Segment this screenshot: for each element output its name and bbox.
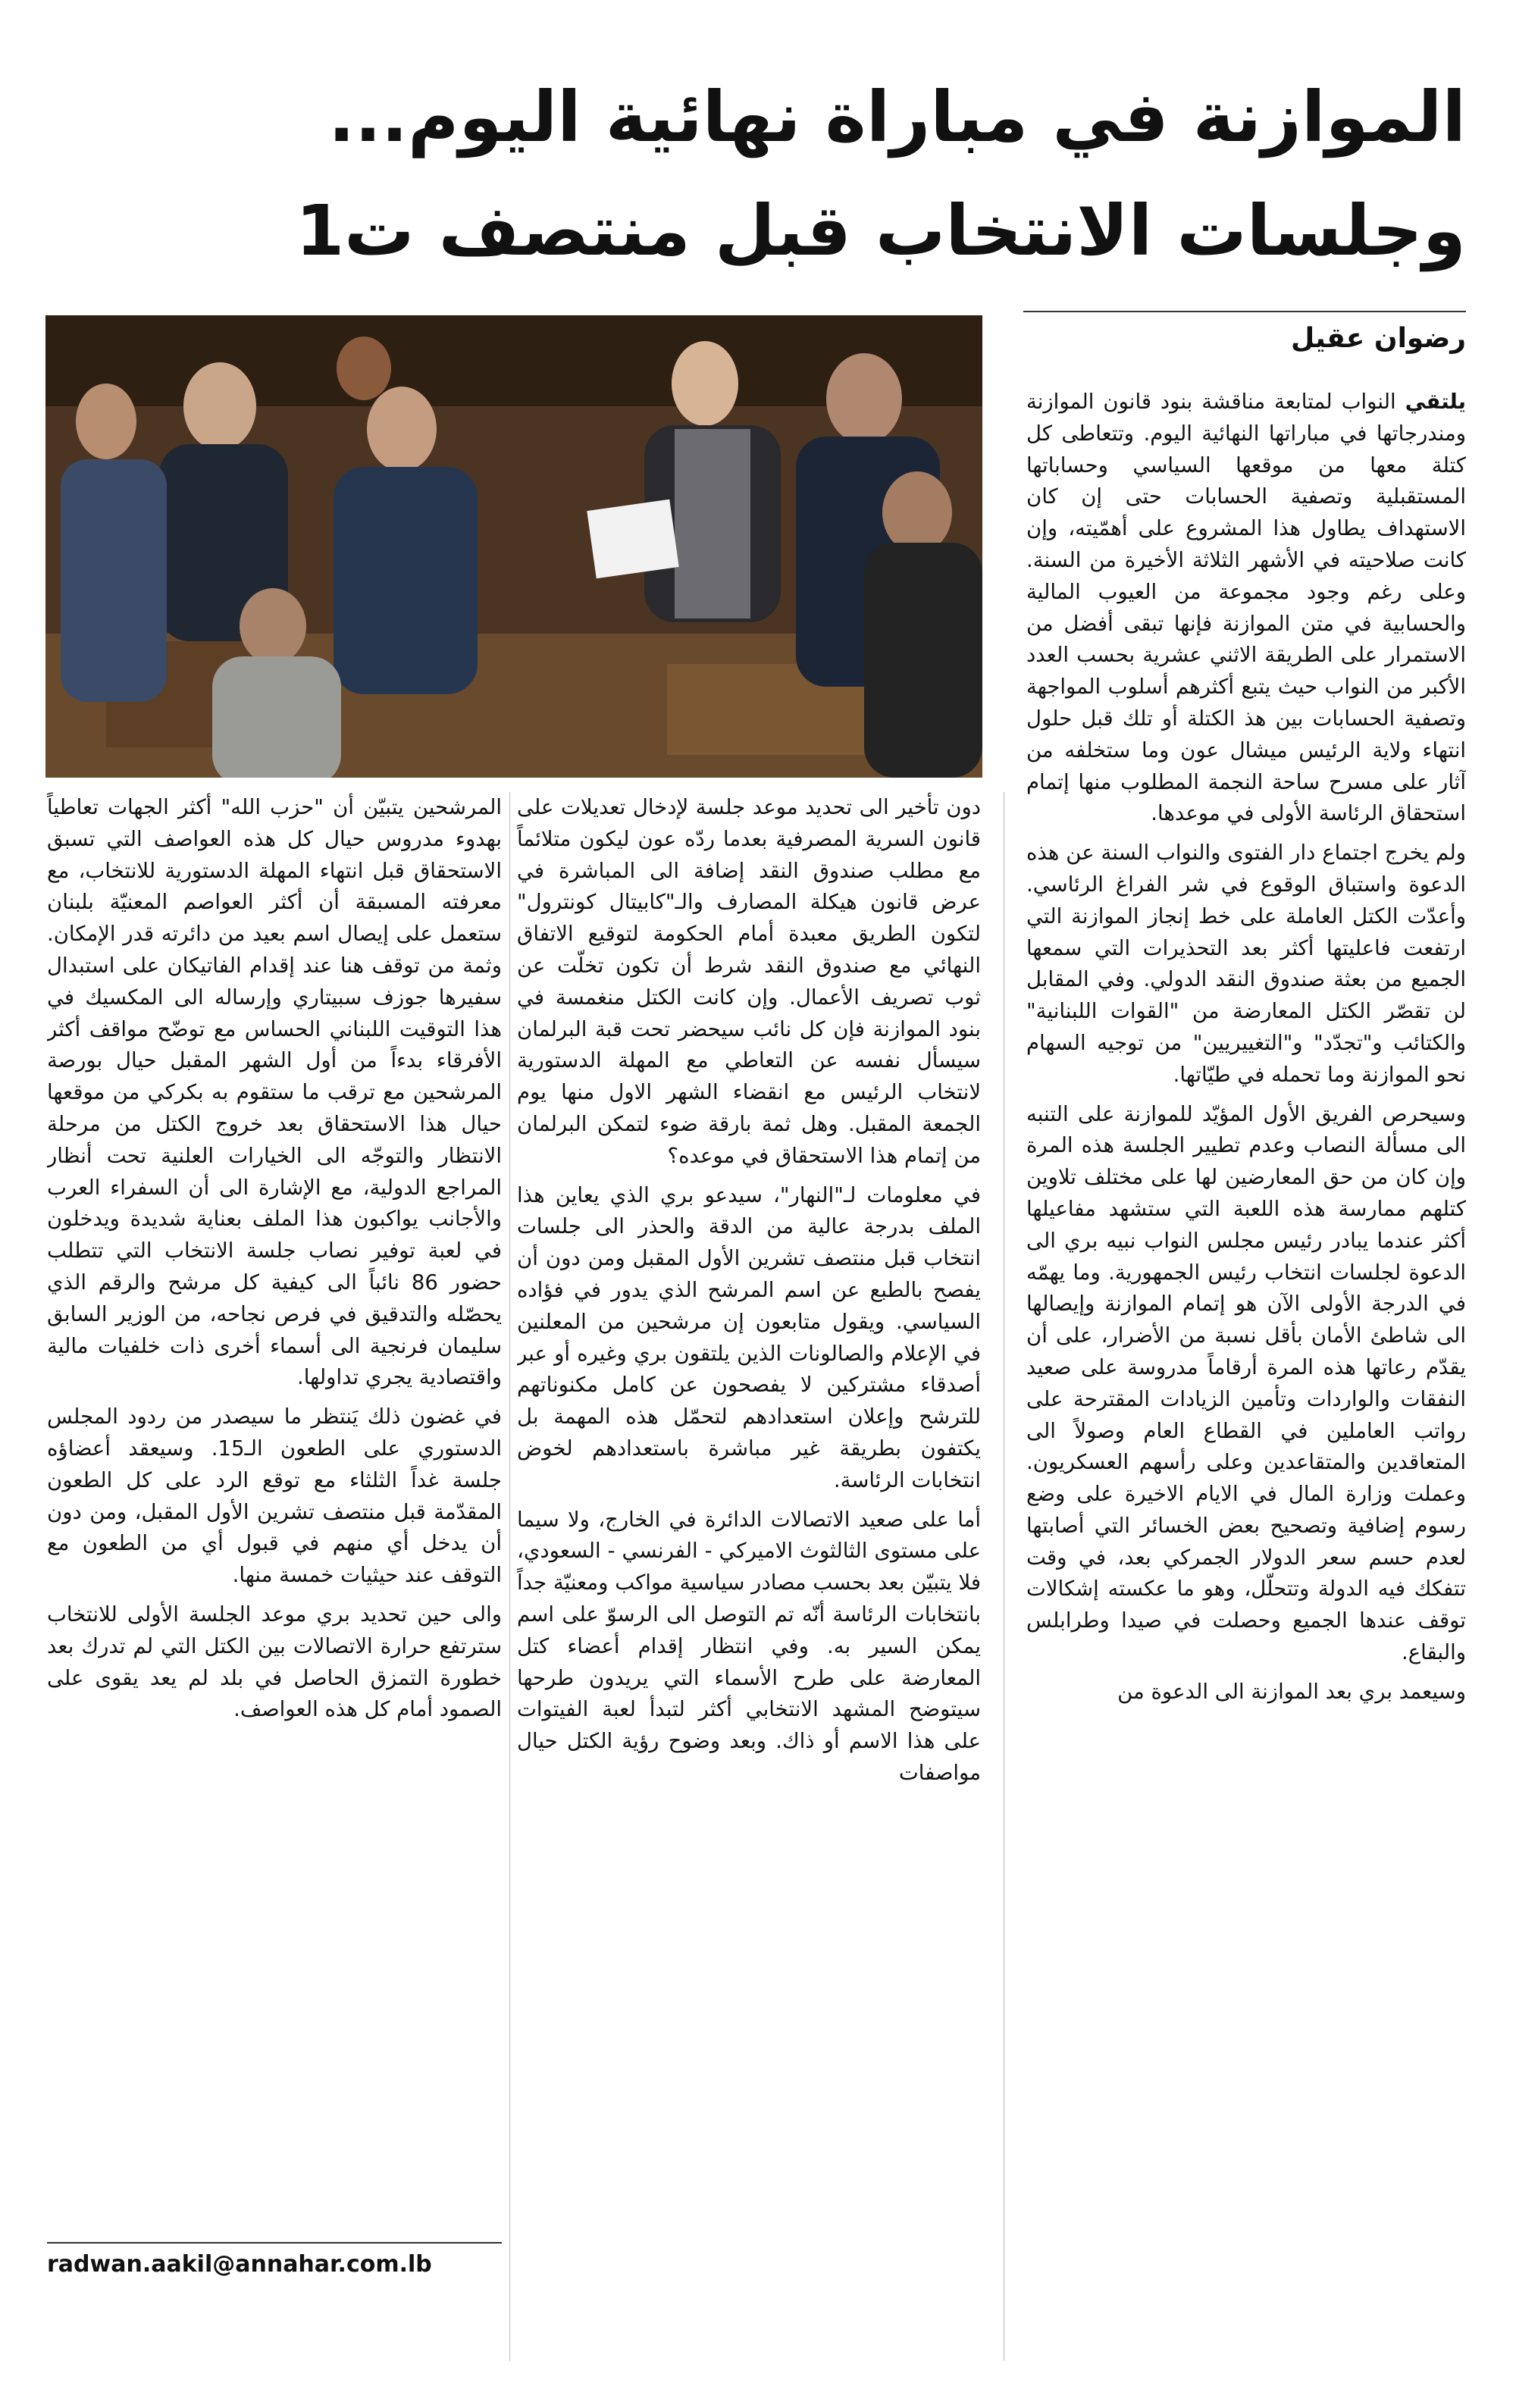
headline-line-1: الموازنة في مباراة نهائية اليوم... bbox=[328, 77, 1466, 158]
author-email: radwan.aakil@annahar.com.lb bbox=[47, 2251, 432, 2278]
paragraph: في غضون ذلك يَنتظر ما سيصدر من ردود المجلس الدستوري على الطعون الـ15. وسيعقد أعضاؤه جلسة غداً الثلثاء مع توقع الرد على كل الطعون المقدّمة قبل منتصف تشرين الأول المقبل، ومن دون أن يدخل أي منهم في قبول أي من الطعون مع التوقف عند حيثيات خمسة منها. bbox=[47, 1404, 502, 1588]
article-column-2 bbox=[517, 792, 981, 2361]
parliament-photo bbox=[45, 315, 982, 778]
paragraph: وسيحرص الفريق الأول المؤيّد للموازنة على التنبه الى مسألة النصاب وعدم تطيير الجلسة هذه المرة وإن كان من حق المعارضين لها على مختلف تلاوين كتلهم ممارسة هذه اللعبة التي ستشهد مفاعيلها أكثر عندما يبادر رئيس مجلس النواب نبيه بري الى الدعوة لجلسات انتخاب رئيس الجمهورية. وما يهمّه في الدرجة الأولى الآن هو إتمام الموازنة وإيصالها الى شاطئ الأمان بأقل نسبة من الأضرار، على أن يقدّم رعاتها هذه المرة أرقاماً مدروسة على صعيد النفقات والواردات وتأمين الزيادات المقترحة على رواتب العاملين في القطاع العام وصولاً الى المتعاقدين والمتقاعدين وعلى رأسهم العسكريون. وعملت وزارة المال في الايام الاخيرة على وضع رسوم إضافية وتصحيح بعض الخسائر التي أصابتها لعدم حسم سعر الدولار الجمركي بعد، في وقت تتفكك فيه الدولة وتتحلّل، وهو ما عكسته إشكالات توقف عندها الجميع وحصلت في صيدا وطرابلس والبقاع. bbox=[1026, 1101, 1466, 1665]
paragraph: أما على صعيد الاتصالات الدائرة في الخارج، ولا سيما على مستوى الثالثوث الاميركي - الفرنسي - السعودي، فلا يتبيّن بعد بحسب مصادر سياسية مواكب ومعنيّة جداً بانتخابات الرئاسة أنّه تم التوصل الى الرسوّ على اسم يمكن السير به. وفي انتظار إقدام أعضاء كتل المعارضة على طرح الأسماء التي يريدون طرحها سيتوضح المشهد الانتخابي أكثر لتبدأ لعبة الفيتوات على هذا الاسم أو ذاك. وبعد وضوح رؤية الكتل حيال مواصفات bbox=[517, 1507, 981, 1785]
paragraph: في معلومات لـ"النهار"، سيدعو بري الذي يعاين هذا الملف بدرجة عالية من الدقة والحذر الى جلسات انتخاب قبل منتصف تشرين الأول المقبل ومن دون أن يفصح بالطبع عن اسم المرشح الذي يدور في فؤاده السياسي. ويقول متابعون إن مرشحين من المعلنين في الإعلام والصالونات الذين يلتقون بري وغيره أو عبر أصدقاء مشتركين لا يفصحون عن كامل مكنوناتهم للترشح وإعلان استعدادهم لتحمّل هذه المهمة بل يكتفون بطريقة غير مباشرة باستعدادهم لخوض انتخابات الرئاسة. bbox=[517, 1182, 981, 1492]
paragraph: والى حين تحديد بري موعد الجلسة الأولى للانتخاب سترتفع حرارة الاتصالات بين الكتل التي لم تدرك بعد خطورة التمزق الحاصل في بلد لم يعد يقوى على الصمود أمام كل هذه العواصف. bbox=[47, 1602, 502, 1722]
paragraph: المرشحين يتبيّن أن "حزب الله" أكثر الجهات تعاطياً بهدوء مدروس حيال كل هذه العواصف التي تسبق الاستحقاق قبل انتهاء المهلة الدستورية للانتخاب، مع معرفته المسبقة أن أكثر العواصم المعنيّة بلبنان ستعمل على إيصال اسم بعيد من دائرته قدر الإمكان. وثمة من توقف هنا عند إقدام الفاتيكان على استبدال سفيرها جوزف سبيتاري وإرساله الى المكسيك في هذا التوقيت اللبناني الحساس مع توضّح مواقف أكثر الأفرقاء بدءاً من أول الشهر المقبل حيال بورصة المرشحين مع ترقب ما ستقوم به بكركي من موقعها حيال هذا الاستحقاق بعد خروج الكتل من مرحلة الانتظار والتوجّه الى الخيارات العلنية تحت أنظار المراجع الدولية، مع الإشارة الى أن السفراء العرب والأجانب يواكبون هذا الملف بعناية شديدة ويدخلون في لعبة توفير نصاب جلسة الانتخاب التي تتطلب حضور 86 نائباً الى كيفية كل مرشح والرقم الذي يحصّله والتدقيق في فرص نجاحه، من الوزير السابق سليمان فرنجية الى أسماء أخرى ذات خلفيات مالية واقتصادية يجري تداولها. bbox=[47, 795, 502, 1390]
headline-line-2: وجلسات الانتخاب قبل منتصف ت1 bbox=[296, 190, 1466, 271]
article-column-1 bbox=[1026, 387, 1466, 2357]
article-column-3 bbox=[47, 792, 502, 2232]
author-byline: رضوان عقيل bbox=[1290, 323, 1466, 354]
paragraph: ولم يخرج اجتماع دار الفتوى والنواب السنة عن هذه الدعوة واستباق الوقوع في شر الفراغ الرئاسي. وأعدّت الكتل العاملة على خط إنجاز الموازنة التي ارتفعت فاعليتها أكثر بعد التحذيرات التي سمعها الجميع من بعثة صندوق النقد الدولي. وفي المقابل لن تقصّر الكتل المعارضة من "القوات اللبنانية" والكتائب و"تجدّد" و"التغييريين" من توجيه السهام نحو الموازنة وما تحمله في طيّاتها. bbox=[1026, 841, 1466, 1087]
paragraph: دون تأخير الى تحديد موعد جلسة لإدخال تعديلات على قانون السرية المصرفية بعدما ردّه عون ليكون متلائماً مع مطلب صندوق النقد إضافة الى المباشرة في عرض قانون هيكلة المصارف والـ"كابيتال كونترول" لتكون الطريق معبدة أمام الحكومة لتوقيع الاتفاق النهائي مع صندوق النقد شرط أن تكون تخلّت عن ثوب تصريف الأعمال. وإن كانت الكتل منغمسة في بنود الموازنة فإن كل نائب سيحضر تحت قبة البرلمان سيسأل نفسه عن التعاطي مع المهلة الدستورية لانتخاب الرئيس مع انقضاء الشهر الاول منها يوم الجمعة المقبل. وهل ثمة بارقة ضوء لتمكن البرلمان من إتمام هذا الاستحقاق في موعده؟ bbox=[517, 795, 981, 1168]
email-rule bbox=[47, 2242, 502, 2244]
photo-illustration bbox=[45, 315, 982, 778]
headline bbox=[45, 61, 1466, 288]
column-divider bbox=[509, 792, 510, 2361]
paragraph: وسيعمد بري بعد الموازنة الى الدعوة من bbox=[1117, 1679, 1466, 1704]
lead-word: يلتقي bbox=[1405, 390, 1466, 414]
paragraph bbox=[1026, 387, 1466, 830]
byline-rule bbox=[1023, 311, 1466, 312]
paragraph-text: النواب لمتابعة مناقشة بنود قانون الموازنة ومندرجاتها في مباراتها النهائية اليوم. وتتعاطى كل كتلة معها من موقعها السياسي وحساباتها المستقبلية وتصفية الحسابات حتى إن كان الاستهداف يطاول هذا المشروع على أهمّيته، وإن كانت صلاحيته في الأشهر الثلاثة الأخيرة من السنة. وعلى رغم وجود مجموعة من العيوب المالية والحسابية في متن الموازنة فإنها تبقى أفضل من الاستمرار على الطريقة الاثني عشرية بحسب العدد الأكبر من النواب حيث يتبع أكثرهم أسلوب المواجهة وتصفية الحسابات بين هذ الكتلة أو تلك قبل حلول انتهاء ولاية الرئيس ميشال عون وما ستخلفه من آثار على مسرح ساحة النجمة المطلوب منها إتمام استحقاق الرئاسة الأولى في موعدها. bbox=[1026, 390, 1466, 826]
